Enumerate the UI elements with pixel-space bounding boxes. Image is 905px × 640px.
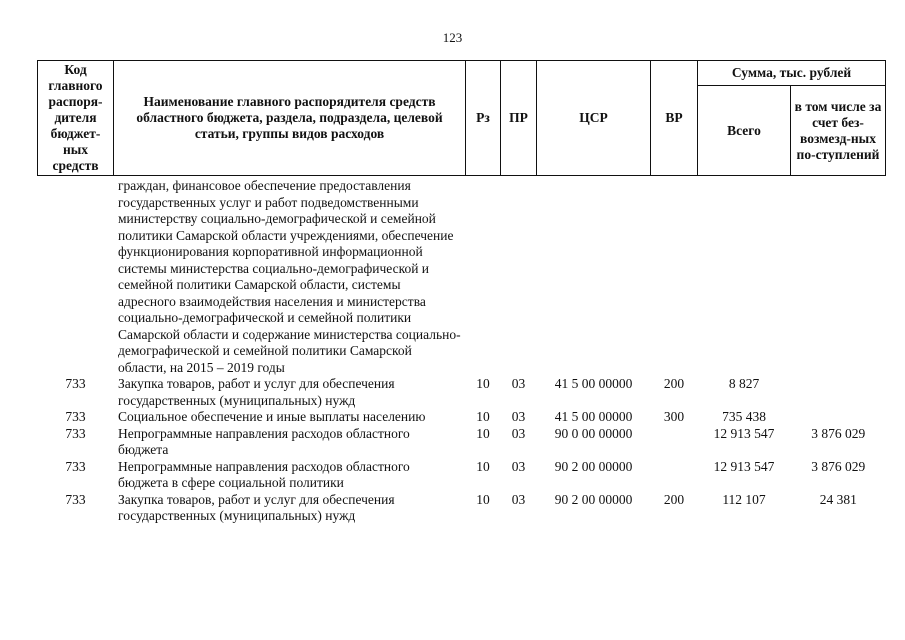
cell-code: 733: [65, 491, 86, 507]
cell-total: 735 438: [722, 409, 766, 424]
table-row: [38, 426, 886, 459]
cell-free: [791, 376, 886, 409]
budget-table: [37, 60, 886, 525]
cell-pr: 03: [511, 376, 526, 391]
cell-code: 733: [65, 409, 86, 424]
cell-rz: 10: [476, 458, 490, 474]
cell-csr: 41 5 00 00000: [554, 376, 633, 391]
header-rz: Рз: [466, 61, 501, 176]
cell-vr: 200: [663, 491, 685, 507]
cell-rz: 10: [476, 376, 490, 391]
table-header: [38, 61, 886, 176]
header-total: Всего: [698, 86, 791, 176]
cell-name: Непрограммные направления расходов областного бюджета: [118, 425, 410, 457]
cell-total: 12 913 547: [713, 458, 775, 474]
cell-code: [38, 176, 114, 377]
cell-vr: 200: [663, 376, 685, 391]
cell-csr: 41 5 00 00000: [554, 409, 633, 424]
cell-rz: 10: [476, 491, 490, 507]
header-pr: ПР: [501, 61, 537, 176]
cell-pr: 03: [511, 458, 526, 474]
cell-vr: [651, 459, 698, 492]
cell-total: 8 827: [728, 376, 760, 391]
header-name: Наименование главного распорядителя средств областного бюджета, раздела, подраздела, целевой статьи, группы видов расходов: [114, 61, 466, 176]
cell-pr: 03: [511, 425, 526, 441]
table-row: [38, 492, 886, 525]
cell-code: 733: [65, 425, 86, 441]
table-row: [38, 459, 886, 492]
page-number: 123: [442, 30, 463, 45]
cell-free: 24 381: [819, 491, 857, 507]
continuation-row: [38, 176, 886, 377]
header-csr: ЦСР: [537, 61, 651, 176]
cell-name: Закупка товаров, работ и услуг для обеспечения государственных (муниципальных) нужд: [118, 491, 395, 523]
header-sum-group: Сумма, тыс. рублей: [698, 61, 886, 86]
cell-total: 12 913 547: [713, 425, 775, 441]
continuation-text: граждан, финансовое обеспечение предоставления государственных услуг и работ подведомственными министерству социально-демографической и семейной политики Самарской области учреждениями, обеспечение функционирования корпоративной информационной системы министерства социально-демографической и семейной политики Самарской области, системы адресного взаимодействия населения и министерства социально-демографической и семейной политики Самарской области и содержание министерства социально-демографической и семейной политики Самарской области, на 2015 – 2019 годы: [118, 178, 461, 375]
cell-csr: 90 0 00 00000: [554, 425, 633, 441]
cell-vr: 300: [663, 409, 685, 424]
cell-free: [791, 409, 886, 426]
cell-free: 3 876 029: [811, 458, 866, 474]
cell-rz: 10: [476, 425, 490, 441]
header-vr: ВР: [651, 61, 698, 176]
cell-rz: 10: [476, 409, 490, 424]
cell-code: 733: [65, 376, 86, 391]
cell-pr: 03: [511, 409, 526, 424]
table-body: [38, 176, 886, 525]
cell-total: 112 107: [722, 491, 766, 507]
cell-name: Социальное обеспечение и иные выплаты населению: [118, 409, 426, 424]
cell-csr: 90 2 00 00000: [554, 458, 633, 474]
header-free: в том числе за счет без-возмезд-ных по-ступлений: [791, 86, 886, 176]
cell-code: 733: [65, 458, 86, 474]
cell-csr: 90 2 00 00000: [554, 491, 633, 507]
header-code: Код главного распоря-дителя бюджет-ных средств: [38, 61, 114, 176]
cell-name: Непрограммные направления расходов областного бюджета в сфере социальной политики: [118, 458, 410, 490]
cell-vr: [651, 426, 698, 459]
table-row: [38, 409, 886, 426]
cell-free: 3 876 029: [811, 425, 866, 441]
table-row: [38, 376, 886, 409]
cell-pr: 03: [511, 491, 526, 507]
cell-name: Закупка товаров, работ и услуг для обеспечения государственных (муниципальных) нужд: [118, 376, 395, 408]
